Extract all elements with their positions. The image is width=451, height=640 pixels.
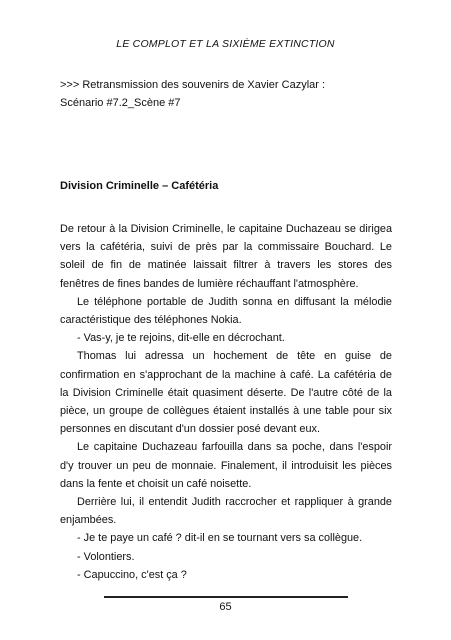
body-text	[60, 220, 392, 584]
paragraph: Le capitaine Duchazeau farfouilla dans sa poche, dans l'espoir d'y trouver un peu de monnaie. Finalement, il introduisit les pièces dans la fente et choisit un café noisette.	[60, 441, 392, 490]
paragraph: De retour à la Division Criminelle, le capitaine Duchazeau se dirigea vers la cafétéria, suivi de près par la commissaire Bouchard. Le soleil de fin de matinée laissait filtrer à travers les stores des fenêtres de fines bandes de lumière réchauffant l'atmosphère.	[60, 223, 392, 290]
paragraph: Thomas lui adressa un hochement de tête en guise de confirmation en s'approchant de la machine à café. La cafétéria de la Division Criminelle était quasiment déserte. De l'autre côté de la pièce, un groupe de collègues étaient installés à une table pour six personnes en discutant d'un dossier posé devant eux.	[60, 350, 392, 436]
intro-block	[60, 76, 400, 112]
dialogue-line: - Volontiers.	[77, 550, 135, 563]
running-header: LE COMPLOT ET LA SIXIÈME EXTINCTION	[116, 38, 335, 50]
dialogue-line: - Je te paye un café ? dit-il en se tournant vers sa collègue.	[77, 532, 363, 545]
intro-line-scenario: Scénario #7.2_Scène #7	[60, 97, 181, 109]
dialogue-line: - Capuccino, c'est ça ?	[77, 568, 187, 581]
footer-rule	[104, 596, 348, 598]
paragraph: Le téléphone portable de Judith sonna en diffusant la mélodie caractéristique des téléphones Nokia.	[60, 295, 392, 327]
section-title: Division Criminelle – Cafétéria	[60, 180, 219, 192]
page-number: 65	[219, 601, 232, 613]
paragraph: Derrière lui, il entendit Judith raccrocher et rappliquer à grande enjambées.	[60, 496, 392, 527]
dialogue-line: - Vas-y, je te rejoins, dit-elle en décrochant.	[77, 332, 285, 345]
intro-line-transmission: >>> Retransmission des souvenirs de Xavier Cazylar :	[60, 79, 326, 91]
